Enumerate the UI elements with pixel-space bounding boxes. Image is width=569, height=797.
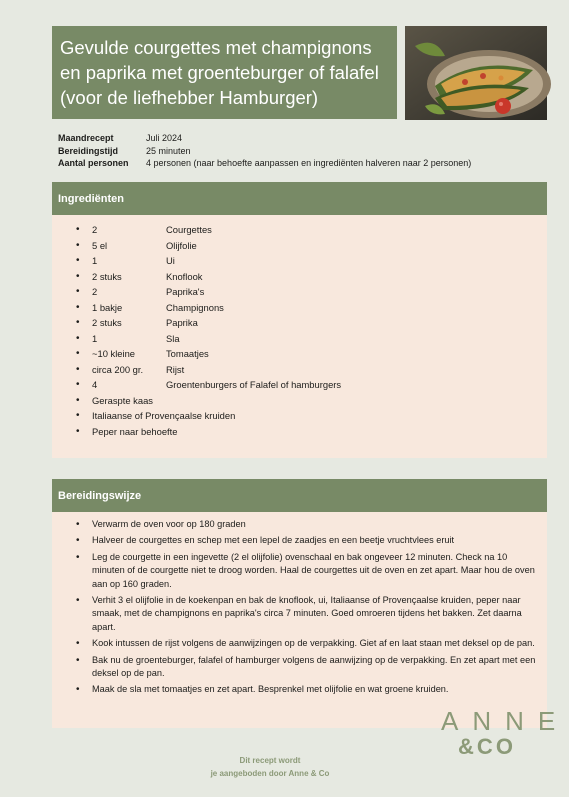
ingredient-name: • Geraspte kaas xyxy=(92,394,153,406)
meta-value: 25 minuten xyxy=(146,145,191,156)
list-item xyxy=(52,253,547,269)
list-item: • Leg de courgette in een ingevette (2 el olijfolie) ovenschaal en bak ongeveer 12 minuten. Check na 10 minuten of de courgette niet te droog worden. Haal de courgettes uit de oven en zet apart. Maar hou de oven aan op 160 graden. xyxy=(52,551,541,591)
ingredients-list xyxy=(52,215,547,439)
preparation-steps xyxy=(52,512,547,697)
list-item xyxy=(52,222,547,238)
meta-label: Aantal personen xyxy=(58,158,129,168)
meta-row-month xyxy=(58,132,471,145)
ingredient-name: • Peper naar behoefte xyxy=(92,425,178,437)
dish-photo xyxy=(405,26,547,120)
logo-bottom-text: &CO xyxy=(458,734,516,759)
meta-label: Maandrecept xyxy=(58,133,114,143)
ingredient-name: Olijfolie xyxy=(166,239,197,251)
list-item xyxy=(52,346,547,362)
preparation-panel xyxy=(52,512,547,728)
ingredient-name: Paprika's xyxy=(166,286,205,297)
recipe-meta xyxy=(58,132,471,170)
list-item: • Bak nu de groenteburger, falafel of hamburger volgens de aanwijzing op de verpakking. En zet apart met een deksel op de pan. xyxy=(52,654,541,681)
ingredients-panel xyxy=(52,215,547,458)
ingredient-qty: • 1 xyxy=(92,255,98,266)
list-item: • Kook intussen de rijst volgens de aanwijzingen op de verpakking. Giet af en laat staan met deksel op de pan. xyxy=(52,637,541,650)
list-item xyxy=(52,284,547,300)
list-item xyxy=(52,238,547,254)
list-item xyxy=(52,331,547,347)
list-item xyxy=(52,393,547,409)
ingredient-qty: • 2 stuks xyxy=(92,270,122,282)
list-item xyxy=(52,424,547,440)
footer-line: je aangeboden door Anne & Co xyxy=(210,769,330,778)
list-item xyxy=(52,377,547,393)
ingredient-name: Rijst xyxy=(166,363,185,375)
ingredient-qty: • 1 bakje xyxy=(92,301,123,313)
ingredient-qty: • 2 xyxy=(92,286,98,297)
preparation-heading: Bereidingswijze xyxy=(52,479,547,512)
ingredient-name: Sla xyxy=(166,332,180,344)
ingredient-qty: • ~10 kleine xyxy=(92,348,136,359)
anne-co-logo xyxy=(429,706,569,772)
list-item: • Verwarm de oven voor op 180 graden xyxy=(52,518,541,531)
recipe-title: Gevulde courgettes met champignons en paprika met groenteburger of falafel (voor de liefhebber Hamburger) xyxy=(52,26,397,119)
list-item xyxy=(52,362,547,378)
list-item xyxy=(52,300,547,316)
logo-top-text: ANNE xyxy=(441,706,569,736)
ingredient-name: Paprika xyxy=(166,317,198,328)
list-item xyxy=(52,315,547,331)
list-item: • Halveer de courgettes en schep met een lepel de zaadjes en een beetje vruchtvlees eruit xyxy=(52,534,541,547)
ingredient-qty: • circa 200 gr. xyxy=(92,363,144,375)
ingredient-qty: • 1 xyxy=(92,332,98,344)
ingredient-qty: • 5 el xyxy=(92,239,108,251)
ingredient-name: Courgettes xyxy=(166,224,212,235)
ingredient-qty: • 2 xyxy=(92,224,98,235)
meta-label: Bereidingstijd xyxy=(58,145,119,156)
meta-value: Juli 2024 xyxy=(146,133,183,143)
meta-row-persons xyxy=(58,157,471,170)
footer-credit xyxy=(190,754,350,780)
list-item xyxy=(52,269,547,285)
ingredient-name: Groentenburgers of Falafel of hamburgers xyxy=(166,379,342,390)
ingredient-name: Knoflook xyxy=(166,270,203,282)
ingredient-name: Tomaatjes xyxy=(166,348,209,359)
dish-photo-illustration xyxy=(405,26,547,120)
list-item: • Maak de sla met tomaatjes en zet apart. Besprenkel met olijfolie en wat groene kruiden. xyxy=(52,683,541,696)
meta-value: 4 personen (naar behoefte aanpassen en ingrediënten halveren naar 2 personen) xyxy=(146,158,472,168)
list-item: • Verhit 3 el olijfolie in de koekenpan en bak de knoflook, ui, Italiaanse of Provençaalse kruiden, peper naar smaak, met de champignons en paprika's circa 7 minuten. Goed omroeren tijdens het bakken. Zet daarna apart. xyxy=(52,594,541,634)
ingredient-name: Champignons xyxy=(166,301,224,313)
meta-row-time xyxy=(58,145,471,158)
ingredients-heading: Ingrediënten xyxy=(52,182,547,215)
footer-line: Dit recept wordt xyxy=(239,756,301,765)
ingredient-name: Ui xyxy=(166,255,175,266)
ingredient-qty: • 4 xyxy=(92,379,98,390)
ingredient-qty: • 2 stuks xyxy=(92,317,122,328)
list-item xyxy=(52,408,547,424)
ingredient-name: • Italiaanse of Provençaalse kruiden xyxy=(92,410,236,421)
